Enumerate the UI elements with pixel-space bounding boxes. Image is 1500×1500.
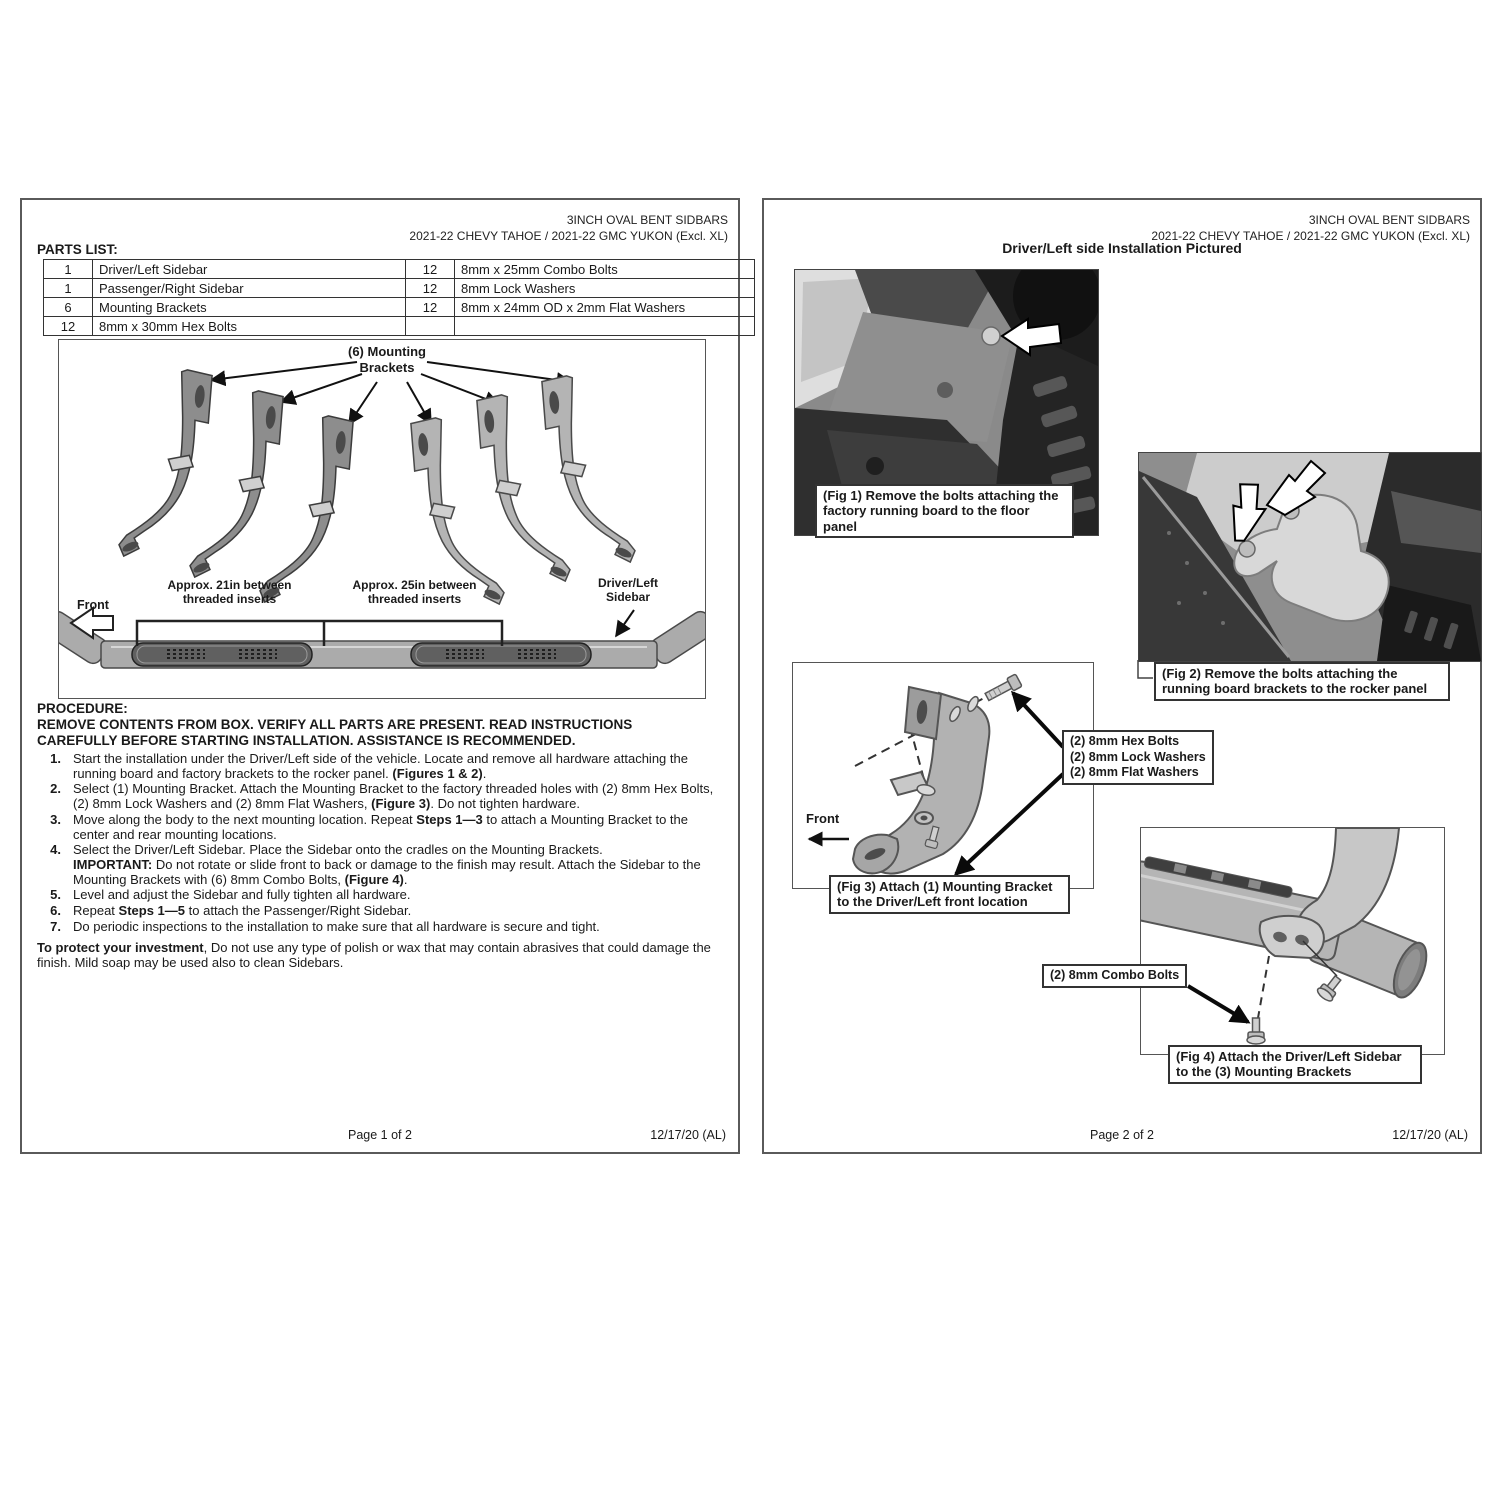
parts-desc: 8mm x 24mm OD x 2mm Flat Washers xyxy=(455,298,755,317)
fig2-photo xyxy=(1138,452,1482,662)
hardware-line: (2) 8mm Hex Bolts xyxy=(1070,734,1180,748)
fig1-caption: (Fig 1) Remove the bolts attaching the factory running board to the floor panel xyxy=(815,484,1074,538)
procedure-intro: REMOVE CONTENTS FROM BOX. VERIFY ALL PARTS ARE PRESENT. READ INSTRUCTIONS CAREFULLY BEFORE STARTING INSTALLATION. ASSISTANCE IS RECOMMENDED. xyxy=(37,717,633,748)
header-product-title: 3INCH OVAL BENT SIDBARS xyxy=(1308,213,1470,227)
front-label: Front xyxy=(77,598,109,612)
parts-desc xyxy=(455,317,755,336)
step-number: 3. xyxy=(50,811,61,827)
header-vehicle-fitment: 2021-22 CHEVY TAHOE / 2021-22 GMC YUKON (Excl. XL) xyxy=(1151,229,1470,243)
parts-qty xyxy=(406,317,455,336)
parts-qty: 12 xyxy=(406,279,455,298)
table-row xyxy=(44,317,755,336)
procedure-steps xyxy=(37,752,715,935)
table-row xyxy=(44,298,755,317)
fig4-combo-bolt-icon xyxy=(1247,1018,1265,1044)
list-item xyxy=(37,904,715,919)
page2-title: Driver/Left side Installation Pictured xyxy=(1002,240,1242,256)
step-pad xyxy=(411,643,591,666)
fig3-bracket-install-art xyxy=(793,663,1093,888)
fig3-hardware-callout xyxy=(1062,730,1214,785)
fig2-caption-connector xyxy=(1138,660,1153,678)
fig4-box xyxy=(1140,827,1445,1055)
parts-desc: Passenger/Right Sidebar xyxy=(93,279,406,298)
table-row xyxy=(44,279,755,298)
parts-desc: Mounting Brackets xyxy=(93,298,406,317)
parts-qty: 1 xyxy=(44,260,93,279)
step-number: 2. xyxy=(50,781,61,797)
sidebar-tube-illustration xyxy=(59,608,705,668)
parts-table xyxy=(43,259,755,336)
step-text: Level and adjust the Sidebar and fully tighten all hardware. xyxy=(73,887,411,903)
parts-qty: 12 xyxy=(44,317,93,336)
hardware-line: (2) 8mm Flat Washers xyxy=(1070,765,1199,780)
fig4-sidebar-install-art xyxy=(1141,828,1444,1054)
step-text: Do periodic inspections to the installation to make sure that all hardware is secure and tight. xyxy=(73,918,600,934)
list-item xyxy=(37,752,715,781)
parts-desc: 8mm Lock Washers xyxy=(455,279,755,298)
list-item xyxy=(37,813,715,842)
step-text: Move along the body to the next mounting location. Repeat Steps 1—3 to attach a Mounting Bracket to the center and rear mounting locations. xyxy=(73,811,688,842)
fig3-caption: (Fig 3) Attach (1) Mounting Bracket to the Driver/Left front location xyxy=(829,875,1070,914)
step-number: 5. xyxy=(50,887,61,903)
step-number: 1. xyxy=(50,751,61,766)
step-text: Repeat Steps 1—5 to attach the Passenger/Right Sidebar. xyxy=(73,903,412,919)
parts-qty: 12 xyxy=(406,260,455,279)
parts-qty: 6 xyxy=(44,298,93,317)
parts-qty: 12 xyxy=(406,298,455,317)
care-note: To protect your investment, Do not use any type of polish or wax that may contain abrasives that could damage the finish. Mild soap may be used also to clean Sidebars. xyxy=(37,940,711,970)
page-number: Page 1 of 2 xyxy=(348,1128,412,1142)
parts-diagram-illustration xyxy=(59,340,705,698)
header-product-title: 3INCH OVAL BENT SIDBARS xyxy=(566,213,728,227)
list-item xyxy=(37,888,715,903)
fig2-rocker-panel-photo-art xyxy=(1139,453,1481,661)
step-text: Select (1) Mounting Bracket. Attach the Mounting Bracket to the factory threaded holes with (2) 8mm Hex Bolts, (2) 8mm Lock Washers and (2) 8mm Flat Washers, (Figure 3). Do not tighten hardware. xyxy=(73,781,714,812)
dimension-21in-label: Approx. 21in between threaded inserts xyxy=(167,578,292,607)
revision-date: 12/17/20 (AL) xyxy=(1392,1128,1468,1142)
page-number: Page 2 of 2 xyxy=(1090,1128,1154,1142)
step-text: Select the Driver/Left Sidebar. Place the Sidebar onto the cradles on the Mounting Brackets. IMPORTANT: Do not rotate or slide front to back or damage to the finish may result. Attach the Sidebar to the Mounting Brackets with (6) 8mm Combo Bolts, (Figure 4). xyxy=(73,842,701,887)
step-text: Start the installation under the Driver/Left side of the vehicle. Locate and remove all hardware attaching the running board and factory brackets to the rocker panel. (Figures 1 & 2). xyxy=(73,751,688,781)
list-item xyxy=(37,920,715,935)
parts-list-title: PARTS LIST: xyxy=(37,242,118,257)
parts-qty: 1 xyxy=(44,279,93,298)
fig2-caption: (Fig 2) Remove the bolts attaching the running board brackets to the rocker panel xyxy=(1154,662,1450,701)
fig3-box xyxy=(792,662,1094,889)
step-pad xyxy=(132,643,312,666)
revision-date: 12/17/20 (AL) xyxy=(650,1128,726,1142)
parts-desc: 8mm x 25mm Combo Bolts xyxy=(455,260,755,279)
fig3-mounting-bracket-shape xyxy=(853,687,989,874)
page-2 xyxy=(762,198,1482,1154)
step-number: 4. xyxy=(50,842,61,858)
procedure-title: PROCEDURE: xyxy=(37,701,128,716)
list-item xyxy=(37,843,715,887)
parts-desc: 8mm x 30mm Hex Bolts xyxy=(93,317,406,336)
mounting-brackets-label: (6) Mounting Brackets xyxy=(348,344,426,375)
step-number: 6. xyxy=(50,903,61,919)
step-number: 7. xyxy=(50,918,61,934)
hardware-line: (2) 8mm Lock Washers xyxy=(1070,749,1206,764)
mounting-brackets-group xyxy=(119,370,635,604)
page1-header xyxy=(409,212,728,244)
fig3-front-label: Front xyxy=(806,811,840,826)
fig4-combo-bolts-callout: (2) 8mm Combo Bolts xyxy=(1042,964,1187,988)
fig4-caption: (Fig 4) Attach the Driver/Left Sidebar to the (3) Mounting Brackets xyxy=(1168,1045,1422,1084)
list-item xyxy=(37,782,715,811)
page-1 xyxy=(20,198,740,1154)
header-vehicle-fitment: 2021-22 CHEVY TAHOE / 2021-22 GMC YUKON (Excl. XL) xyxy=(409,229,728,243)
driver-left-sidebar-label: Driver/Left Sidebar xyxy=(597,576,659,605)
sidebar-pointer-arrow xyxy=(616,610,634,636)
dimension-25in-label: Approx. 25in between threaded inserts xyxy=(352,578,477,607)
table-row xyxy=(44,260,755,279)
parts-diagram-box xyxy=(58,339,706,699)
fig4-combo-bolt-icon xyxy=(1316,972,1346,1003)
parts-desc: Driver/Left Sidebar xyxy=(93,260,406,279)
